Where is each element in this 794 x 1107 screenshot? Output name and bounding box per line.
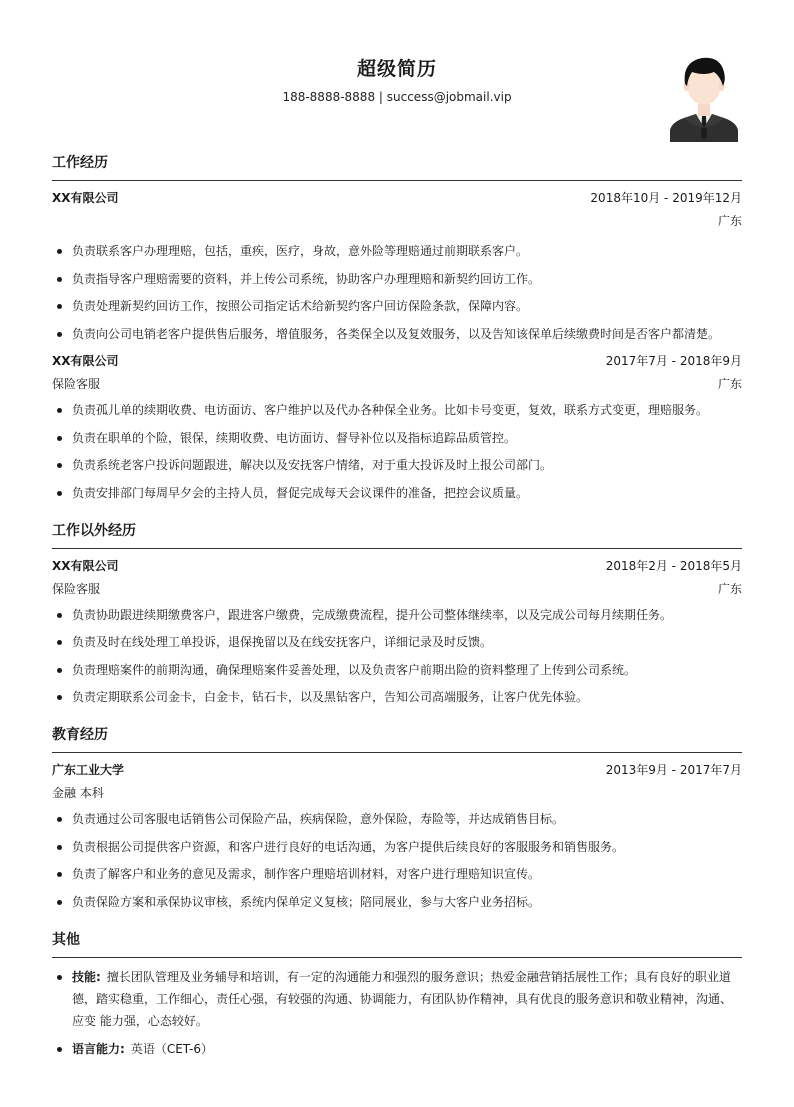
resume-body	[52, 152, 742, 1066]
entry-date: 2018年10月 - 2019年12月	[590, 191, 742, 205]
section-title-education: 教育经历	[52, 724, 742, 753]
work-section	[52, 152, 742, 502]
item-label: 语言能力:	[72, 1041, 125, 1056]
entry-location: 广东	[717, 581, 742, 596]
entry-date: 2013年9月 - 2017年7月	[605, 763, 742, 777]
list-item	[52, 1038, 742, 1060]
list-item: 负责协助跟进续期缴费客户，跟进客户缴费，完成缴费流程，提升公司整体继续率，以及完成公司每月续期任务。	[52, 606, 742, 624]
entry-location: 广东	[717, 377, 742, 391]
list-item: 负责联系客户办理理赔，包括，重疾，医疗，身故，意外险等理赔通过前期联系客户。	[52, 242, 742, 260]
entry-role: 保险客服	[52, 377, 101, 391]
entry-org: XX有限公司	[52, 191, 119, 205]
education-entry	[52, 761, 742, 911]
list-item: 负责通过公司客服电话销售公司保险产品，疾病保险，意外保险，寿险等，并达成销售目标。	[52, 810, 742, 828]
work-entry	[52, 189, 742, 343]
resume-header	[0, 0, 794, 150]
entry-date: 2018年2月 - 2018年5月	[605, 558, 742, 573]
list-item: 负责向公司电销老客户提供售后服务，增值服务，各类保全以及复效服务，以及告知该保单后续缴费时间是否客户都清楚。	[52, 325, 742, 343]
entry-role: 金融 本科	[52, 786, 104, 800]
item-text: 英语（CET-6）	[130, 1041, 213, 1056]
bullet-list	[52, 606, 742, 707]
list-item: 负责根据公司提供客户资源，和客户进行良好的电话沟通，为客户提供后续良好的客服服务和销售服务。	[52, 838, 742, 856]
education-section	[52, 724, 742, 911]
work-entry	[52, 352, 742, 502]
entry-date: 2017年7月 - 2018年9月	[605, 354, 742, 368]
section-title-other: 其他	[52, 929, 742, 958]
bullet-list	[52, 242, 742, 343]
list-item: 负责在职单的个险，银保，续期收费、电访面访、督导补位以及指标追踪品质管控。	[52, 429, 742, 447]
list-item: 负责定期联系公司金卡，白金卡，钻石卡，以及黑钻客户，告知公司高端服务，让客户优先体验。	[52, 688, 742, 706]
list-item: 负责指导客户理赔需要的资料，并上传公司系统，协助客户办理理赔和新契约回访工作。	[52, 270, 742, 288]
entry-org: XX有限公司	[52, 354, 119, 368]
extra-entry	[52, 557, 742, 707]
section-title-work: 工作经历	[52, 152, 742, 181]
list-item: 负责保险方案和承保协议审核，系统内保单定义复核；陪同展业，参与大客户业务招标。	[52, 893, 742, 911]
list-item: 负责及时在线处理工单投诉，退保挽留以及在线安抚客户，详细记录及时反馈。	[52, 633, 742, 651]
bullet-list	[52, 966, 742, 1060]
extra-section	[52, 520, 742, 707]
item-label: 技能:	[72, 969, 101, 984]
contact-info: 188-8888-8888 | success@jobmail.vip	[282, 90, 512, 104]
list-item: 负责理赔案件的前期沟通，确保理赔案件妥善处理，以及负责客户前期出险的资料整理了上传到公司系统。	[52, 661, 742, 679]
list-item: 负责系统老客户投诉问题跟进，解决以及安抚客户情绪，对于重大投诉及时上报公司部门。	[52, 456, 742, 474]
entry-location: 广东	[717, 214, 742, 228]
entry-org: XX有限公司	[52, 558, 119, 573]
bullet-list	[52, 810, 742, 911]
avatar-icon	[668, 54, 740, 142]
list-item: 负责孤儿单的续期收费、电访面访、客户维护以及代办各种保全业务。比如卡号变更，复效，联系方式变更，理赔服务。	[52, 401, 742, 419]
item-text: 擅长团队管理及业务辅导和培训，有一定的沟通能力和强烈的服务意识；热爱金融营销括展性工作；具有良好的职业道德，踏实稳重，工作细心，责任心强，有较强的沟通、协调能力，有团队协作精神，具有优良的服务意识和敬业精神，沟通、应变 能力强，心态较好。	[72, 969, 733, 1028]
list-item: 负责了解客户和业务的意见及需求，制作客户理赔培训材料，对客户进行理赔知识宣传。	[52, 865, 742, 883]
bullet-list	[52, 401, 742, 502]
list-item: 负责安排部门每周早夕会的主持人员，督促完成每天会议课件的准备，把控会议质量。	[52, 484, 742, 502]
section-title-extra: 工作以外经历	[52, 520, 742, 549]
list-item	[52, 966, 742, 1032]
resume-name: 超级简历	[356, 58, 437, 80]
list-item: 负责处理新契约回访工作，按照公司指定话术给新契约客户回访保险条款，保障内容。	[52, 297, 742, 315]
entry-org: 广东工业大学	[52, 763, 125, 777]
other-section	[52, 929, 742, 1060]
entry-role: 保险客服	[52, 581, 101, 596]
